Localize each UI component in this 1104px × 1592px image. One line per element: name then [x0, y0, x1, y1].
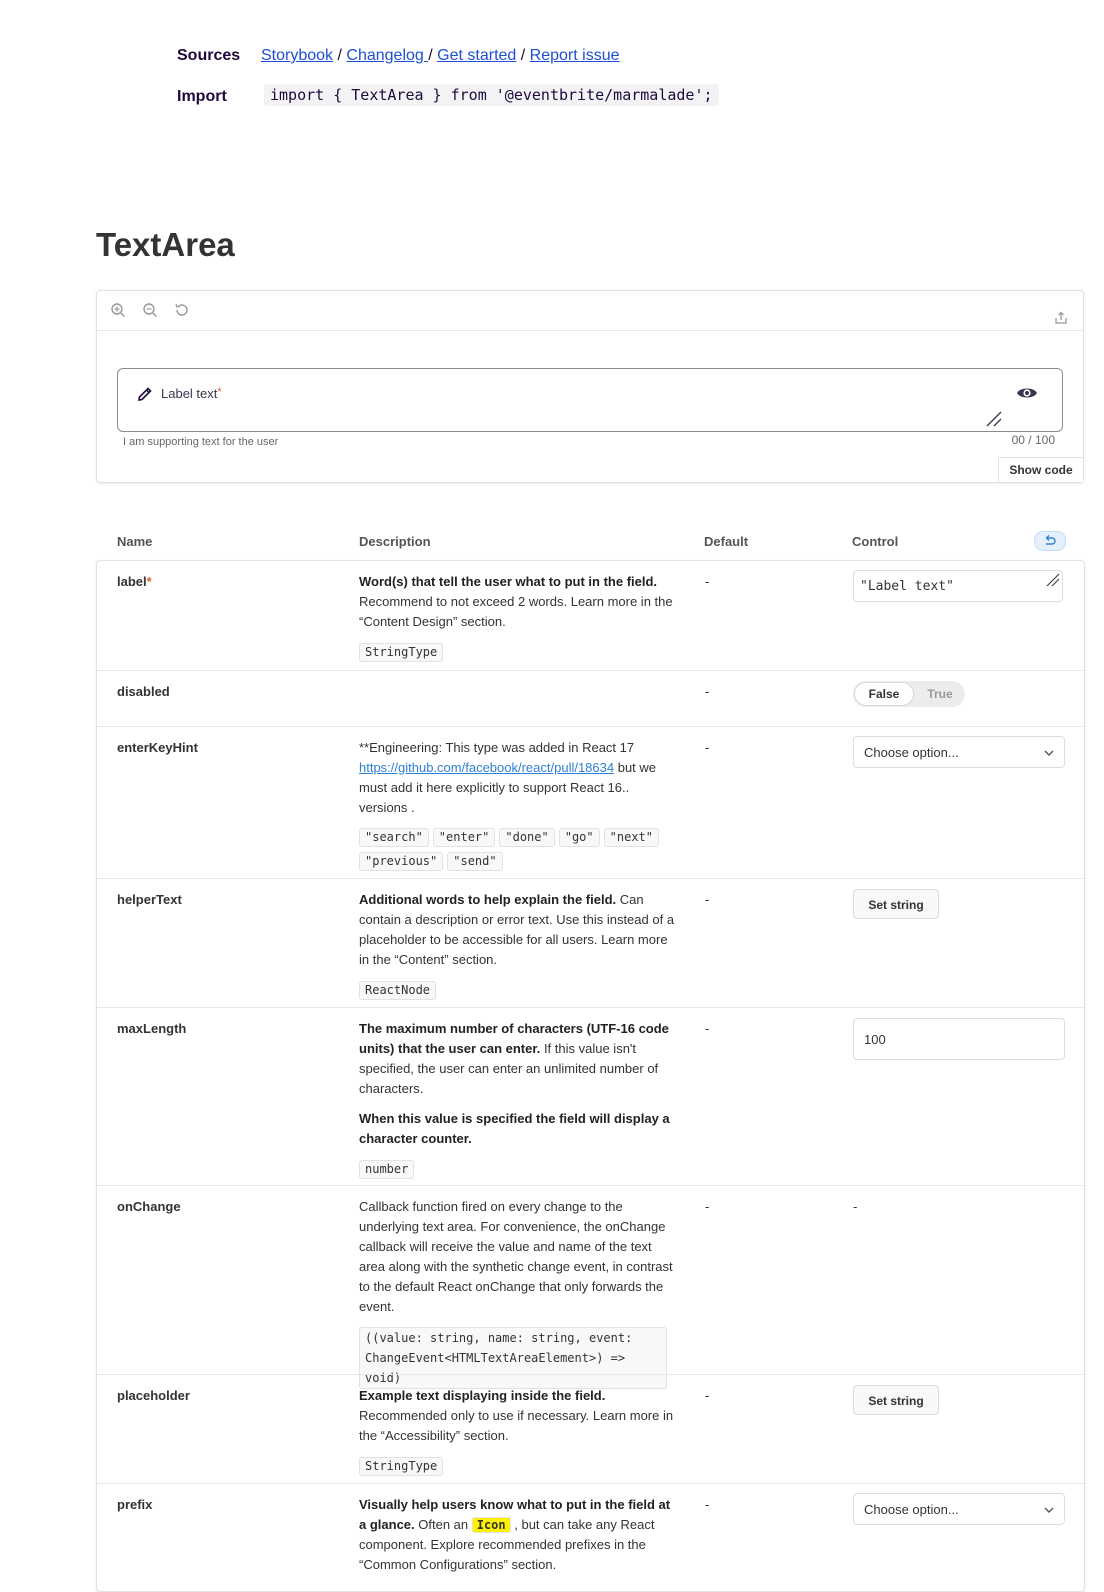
chevron-down-icon — [1044, 737, 1054, 781]
prop-default: - — [705, 1388, 710, 1403]
sources-label: Sources — [177, 47, 241, 64]
prop-name: prefix — [117, 1497, 153, 1512]
type-tag: "next" — [604, 828, 659, 847]
prop-default: - — [705, 574, 710, 589]
col-control-header: Control — [852, 534, 899, 549]
prop-default: - — [705, 1021, 710, 1036]
table-row — [97, 878, 1084, 1007]
preview-toolbar — [97, 291, 1083, 331]
set-string-button[interactable]: Set string — [853, 1385, 939, 1415]
reset-zoom-icon[interactable] — [174, 302, 190, 318]
get-started-link[interactable]: Get started — [437, 47, 517, 64]
table-row — [97, 561, 1084, 669]
prop-default: - — [705, 740, 710, 755]
icon-code-highlight: Icon — [472, 1517, 511, 1533]
prop-name: helperText — [117, 892, 182, 907]
prop-default: - — [705, 1199, 710, 1214]
undo-icon — [1043, 534, 1057, 553]
type-tags — [359, 828, 675, 876]
zoom-out-icon[interactable] — [142, 302, 158, 318]
import-snippet — [264, 86, 719, 105]
required-mark: * — [217, 386, 222, 398]
props-table — [96, 560, 1085, 1592]
link-separator: / — [520, 47, 526, 64]
prop-description: Visually help users know what to put in the field at a glance. Often an Icon , but can take any React component. Explore recommended prefixes in the “Common Configurations” section. — [359, 1497, 671, 1572]
label-text-input[interactable]: "Label text" — [853, 570, 1063, 602]
prop-description: **Engineering: This type was added in React 17 https://github.com/facebook/react/pull/18634 but we must add it here explicitly to support React 16.. versions . "search" "enter" "done" "go" "next""previous" "send" — [359, 738, 675, 876]
textarea-field[interactable] — [117, 368, 1063, 432]
table-row — [97, 1185, 1084, 1385]
page-title: TextArea — [96, 226, 235, 263]
source-links — [261, 47, 620, 65]
toggle-false-option[interactable]: False — [854, 682, 914, 706]
set-string-button[interactable]: Set string — [853, 889, 939, 919]
type-tag: ReactNode — [359, 981, 436, 1000]
type-tag: "go" — [559, 828, 600, 847]
table-row — [97, 1483, 1084, 1592]
reset-controls-button[interactable] — [1034, 531, 1066, 551]
prop-control — [853, 1385, 939, 1415]
report-issue-link[interactable]: Report issue — [529, 47, 620, 64]
disabled-toggle[interactable] — [853, 681, 965, 707]
prop-control — [853, 736, 1065, 768]
prop-description: Additional words to help explain the field. Can contain a description or error text. Use this instead of a placeholder to be accessible for all users. Learn more in the “Content” section. ReactNode — [359, 890, 675, 1005]
chevron-down-icon — [1044, 1494, 1054, 1538]
prop-control: - — [853, 1199, 858, 1214]
pencil-icon — [136, 385, 154, 408]
prop-name: maxLength — [117, 1021, 187, 1036]
github-pr-link[interactable]: https://github.com/facebook/react/pull/18634 — [359, 760, 615, 775]
prop-control — [853, 889, 939, 919]
prop-control — [853, 1493, 1065, 1525]
table-row — [97, 670, 1084, 726]
type-tag: "previous" — [359, 852, 443, 871]
share-icon[interactable] — [1053, 311, 1069, 327]
preview-canvas — [96, 290, 1084, 483]
prop-default: - — [705, 1497, 710, 1512]
import-code: import { TextArea } from '@eventbrite/marmalade'; — [264, 84, 719, 106]
col-name-header: Name — [117, 534, 153, 549]
type-tag: "done" — [499, 828, 554, 847]
prop-name: enterKeyHint — [117, 740, 198, 755]
required-mark: * — [146, 574, 152, 589]
type-tag: "send" — [447, 852, 502, 871]
char-counter: 00 / 100 — [1011, 433, 1055, 447]
col-description-header: Description — [359, 534, 431, 549]
prop-description: The maximum number of characters (UTF-16 code units) that the user can enter. If this value isn't specified, the user can enter an unlimited number of characters. When this value is specified the field will display a character counter. number — [359, 1019, 675, 1184]
toggle-true-option[interactable]: True — [927, 687, 953, 701]
type-tag: StringType — [359, 1457, 443, 1476]
import-label: Import — [177, 88, 227, 105]
prop-default: - — [705, 684, 710, 699]
resize-handle-icon[interactable] — [1046, 568, 1060, 600]
enter-key-hint-select[interactable]: Choose option... — [853, 736, 1065, 768]
type-tag: "enter" — [433, 828, 496, 847]
prop-description: Word(s) that tell the user what to put in the field. Recommend to not exceed 2 words. Learn more in the “Content Design” section. StringType — [359, 572, 675, 667]
prop-control — [853, 681, 965, 707]
link-separator: / — [428, 47, 433, 64]
resize-handle-icon[interactable] — [986, 411, 1002, 432]
table-row — [97, 726, 1084, 878]
type-tag: StringType — [359, 643, 443, 662]
col-default-header: Default — [704, 534, 749, 549]
changelog-link[interactable]: Changelog — [346, 47, 429, 64]
storybook-link[interactable]: Storybook — [261, 47, 334, 64]
type-tag: "search" — [359, 828, 429, 847]
prop-control — [853, 1018, 1065, 1060]
helper-text: I am supporting text for the user — [123, 436, 279, 448]
field-label: Label text* — [161, 386, 222, 401]
prop-name: disabled — [117, 684, 170, 699]
prop-description: Example text displaying inside the field. Recommended only to use if necessary. Learn more in the “Accessibility” section. StringType — [359, 1386, 675, 1481]
prop-name: placeholder — [117, 1388, 190, 1403]
prop-description: Callback function fired on every change to the underlying text area. For convenience, the onChange callback will receive the value and name of the text area along with the synthetic change event, in contrast to the default React onChange that only forwards the event. ((value: string, name: string, event: ChangeEvent<HTMLTextAreaElement>) => void) — [359, 1197, 675, 1394]
table-row — [97, 1007, 1084, 1185]
eye-icon[interactable] — [1016, 384, 1038, 407]
prop-control — [853, 570, 1063, 602]
prop-name: onChange — [117, 1199, 181, 1214]
table-row — [97, 1374, 1084, 1483]
max-length-input[interactable]: 100 — [853, 1018, 1065, 1060]
prefix-select[interactable]: Choose option... — [853, 1493, 1065, 1525]
prop-default: - — [705, 892, 710, 907]
type-tag: ((value: string, name: string, event: ChangeEvent<HTMLTextAreaElement>) => void) — [359, 1327, 667, 1389]
zoom-in-icon[interactable] — [110, 302, 126, 318]
show-code-button[interactable]: Show code — [998, 457, 1083, 482]
link-separator: / — [337, 47, 342, 64]
prop-name: label* — [117, 574, 152, 589]
type-tag: number — [359, 1160, 414, 1179]
